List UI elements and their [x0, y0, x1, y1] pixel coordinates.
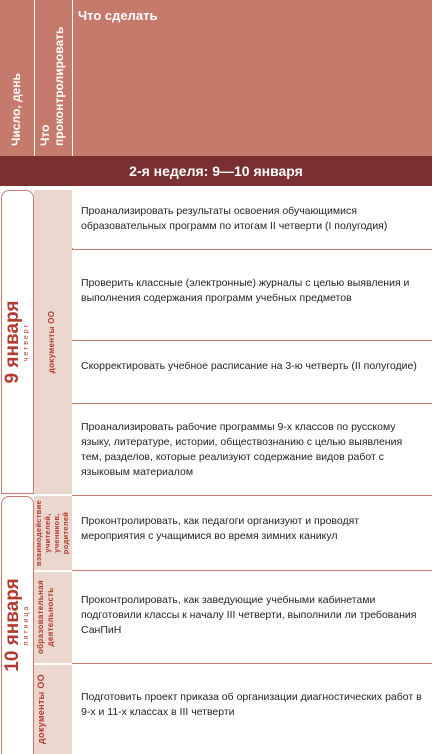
- category-label: документы ОО: [47, 310, 56, 374]
- day-10-label: [3, 496, 33, 754]
- day-number: 9 января: [2, 300, 23, 384]
- task-text: Проконтролировать, как педагоги организуют и проводят мероприятия с учащимися во время зимних каникул: [81, 515, 360, 542]
- table-row: [72, 496, 432, 570]
- category-label: взаимодействие учителей, учеников, родителей: [34, 500, 70, 566]
- day-10-box: [1, 496, 34, 754]
- task-text: Скорректировать учебное расписание на 3-ю четверть (II полугодие): [81, 360, 417, 372]
- category-label: документы ОО: [36, 674, 46, 744]
- task-text: Проанализировать рабочие программы 9-х классов по русскому языку, литературе, истории, обществознанию с целью выявления тем, разделов, которые реализуют содержание видов работ с языковым материалом: [81, 421, 403, 478]
- day-9-label: [3, 190, 33, 494]
- table-row: [72, 404, 432, 494]
- category-label: образовательная деятельность: [36, 580, 55, 655]
- header-control-label: Что проконтролировать: [38, 26, 66, 146]
- category-education: [34, 571, 72, 663]
- day-weekday: пятница: [23, 604, 30, 646]
- day-9-box: [1, 190, 34, 494]
- task-text: Проверить классные (электронные) журналы с целью выявления и выполнения содержания программ учебных предметов: [81, 277, 410, 304]
- table-row: [72, 250, 432, 340]
- task-text: Подготовить проект приказа об организации диагностических работ в 9-х и 11-х классах в III четверти: [81, 691, 422, 718]
- header-separator: [72, 0, 73, 156]
- table-row: [72, 664, 432, 754]
- table-row: [72, 190, 432, 248]
- day-weekday: четверг: [23, 322, 30, 362]
- day-number: 10 января: [2, 578, 23, 672]
- category-docs: [34, 190, 72, 494]
- task-text: Проконтролировать, как заведующие учебными кабинетами подготовили классы к началу III четверти, выполнили ли требования СанПиН: [81, 594, 417, 636]
- header-todo-label: Что сделать: [78, 8, 158, 23]
- category-docs: [34, 664, 72, 754]
- table-row: [72, 571, 432, 663]
- table-row: [72, 341, 432, 403]
- header-separator: [34, 0, 35, 156]
- category-interaction: [34, 496, 72, 570]
- header-date-label: Число, день: [9, 73, 23, 146]
- task-text: Проанализировать результаты освоения обучающимися образовательных программ по итогам II четверти (I полугодия): [81, 205, 388, 232]
- week-banner: 2-я неделя: 9—10 января: [0, 156, 432, 186]
